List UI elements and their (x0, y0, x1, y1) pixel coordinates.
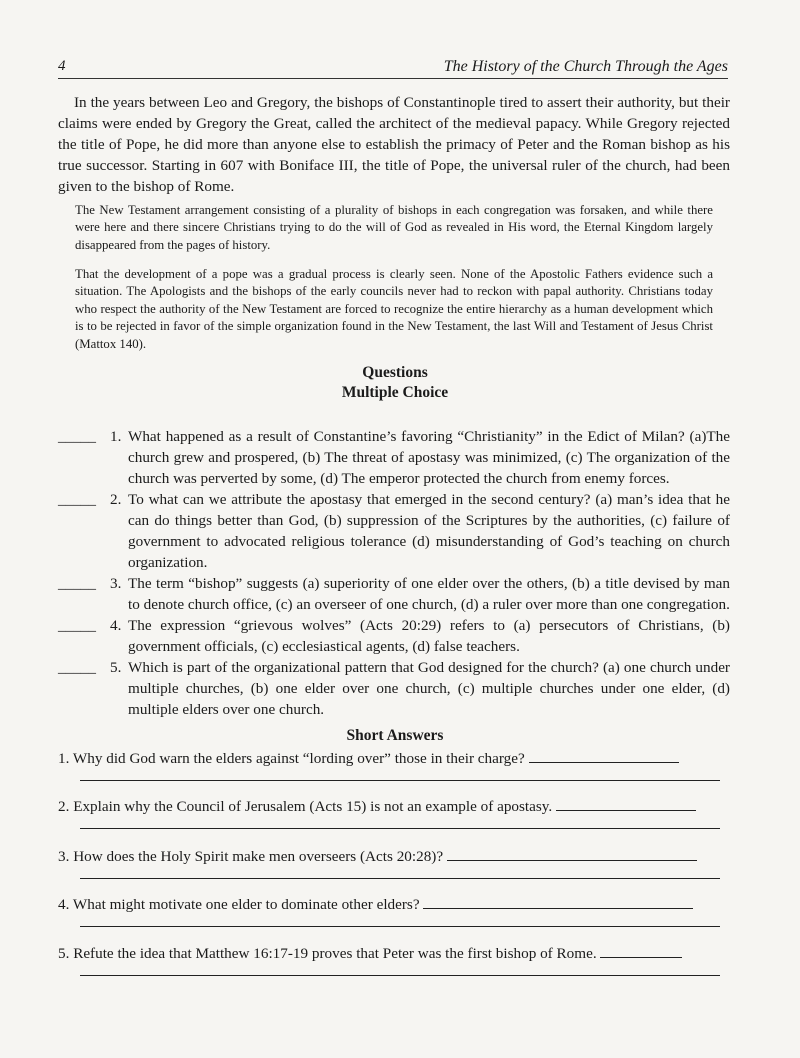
question-number: 4. (110, 617, 122, 634)
question-text: The expression “grievous wolves” (Acts 20:29) refers to (a) persecutors of Christians, (b) government officials, (c) ecclesiastical agents, (d) false teachers. (128, 617, 730, 655)
short-answer-question (58, 748, 730, 781)
questions-heading: Questions (362, 364, 428, 381)
question-number: 1. (110, 428, 122, 445)
page-header (58, 58, 728, 79)
question-number: 5. (110, 659, 122, 676)
mc-question (58, 573, 730, 615)
answer-blank[interactable]: _____ (58, 575, 96, 592)
question-text: Why did God warn the elders against “lording over” those in their charge? (72, 750, 525, 767)
question-number: 2. (58, 798, 70, 815)
answer-line[interactable] (600, 943, 682, 958)
short-answers-heading: Short Answers (346, 727, 444, 744)
answer-line[interactable] (80, 974, 720, 976)
question-number: 3. (110, 575, 122, 592)
answer-line[interactable] (529, 748, 679, 763)
answer-line[interactable] (80, 925, 720, 927)
answer-blank[interactable]: _____ (58, 428, 96, 445)
question-text: Refute the idea that Matthew 16:17-19 proves that Peter was the first bishop of Rome. (73, 945, 597, 962)
running-title: The History of the Church Through the Ages (443, 58, 728, 75)
short-answer-question (58, 943, 730, 976)
answer-line[interactable] (80, 877, 720, 879)
question-number: 1. (58, 750, 70, 767)
question-text: The term “bishop” suggests (a) superiority of one elder over the others, (b) a title devised by man to denote church office, (c) an overseer of one church, (d) a ruler over more than one congregation. (128, 575, 730, 613)
question-number: 2. (110, 491, 122, 508)
question-text: How does the Holy Spirit make men overseers (Acts 20:28)? (73, 848, 444, 865)
question-number: 4. (58, 896, 70, 913)
short-answer-question (58, 796, 730, 829)
answer-line[interactable] (447, 846, 697, 861)
mc-question (58, 489, 730, 573)
page-number: 4 (58, 58, 66, 74)
multiple-choice-heading: Multiple Choice (341, 384, 449, 401)
question-text: What might motivate one elder to dominate other elders? (72, 896, 420, 913)
block-quote: That the development of a pope was a gradual process is clearly seen. None of the Apostolic Fathers evidence such a situation. The Apologists and the bishops of the early councils never had to reckon with papal authority. Christians today who respect the authority of the New Testament are forced to recognize the entire hierarchy as a human development which is to be rejected in favor of the simple organization found in the New Testament, the last Will and Testament of Jesus Christ (Mattox 140). (75, 267, 713, 351)
mc-question (58, 615, 730, 657)
multiple-choice-list (58, 426, 730, 720)
question-number: 5. (58, 945, 70, 962)
question-number: 3. (58, 848, 70, 865)
answer-line[interactable] (80, 827, 720, 829)
answer-blank[interactable]: _____ (58, 491, 96, 508)
mc-question (58, 657, 730, 720)
answer-line[interactable] (80, 779, 720, 781)
block-quote: The New Testament arrangement consisting of a plurality of bishops in each congregation was forsaken, and while there were here and there sincere Christians trying to do the will of God as revealed in His word, the Eternal Kingdom largely disappeared from the pages of history. (75, 203, 713, 252)
question-text: Which is part of the organizational pattern that God designed for the church? (a) one church under multiple churches, (b) one elder over one church, (c) multiple churches under one elder, (d) multiple elders over one church. (128, 659, 730, 718)
mc-question (58, 426, 730, 489)
short-answer-question (58, 894, 730, 927)
answer-blank[interactable]: _____ (58, 617, 96, 634)
answer-line[interactable] (556, 796, 696, 811)
answer-blank[interactable]: _____ (58, 659, 96, 676)
question-text: Explain why the Council of Jerusalem (Acts 15) is not an example of apostasy. (73, 798, 553, 815)
question-text: To what can we attribute the apostasy that emerged in the second century? (a) man’s idea that he can do things better than God, (b) suppression of the Scriptures by the authorities, (c) failure of government to advocated religious tolerance (d) misunderstanding of God’s teaching on church organization. (128, 491, 730, 571)
answer-line[interactable] (423, 894, 693, 909)
short-answer-question (58, 846, 730, 879)
intro-paragraph: In the years between Leo and Gregory, the bishops of Constantinople tired to assert their authority, but their claims were ended by Gregory the Great, called the architect of the medieval papacy. While Gregory rejected the title of Pope, he did more than anyone else to establish the primacy of Peter and the Roman bishop as his true successor. Starting in 607 with Boniface III, the title of Pope, the universal ruler of the church, had been given to the bishop of Rome. (58, 94, 730, 195)
question-text: What happened as a result of Constantine’s favoring “Christianity” in the Edict of Milan? (a)The church grew and prospered, (b) The threat of apostasy was minimized, (c) The organization of the church was perverted by some, (d) The emperor protected the church from enemy forces. (128, 428, 730, 487)
